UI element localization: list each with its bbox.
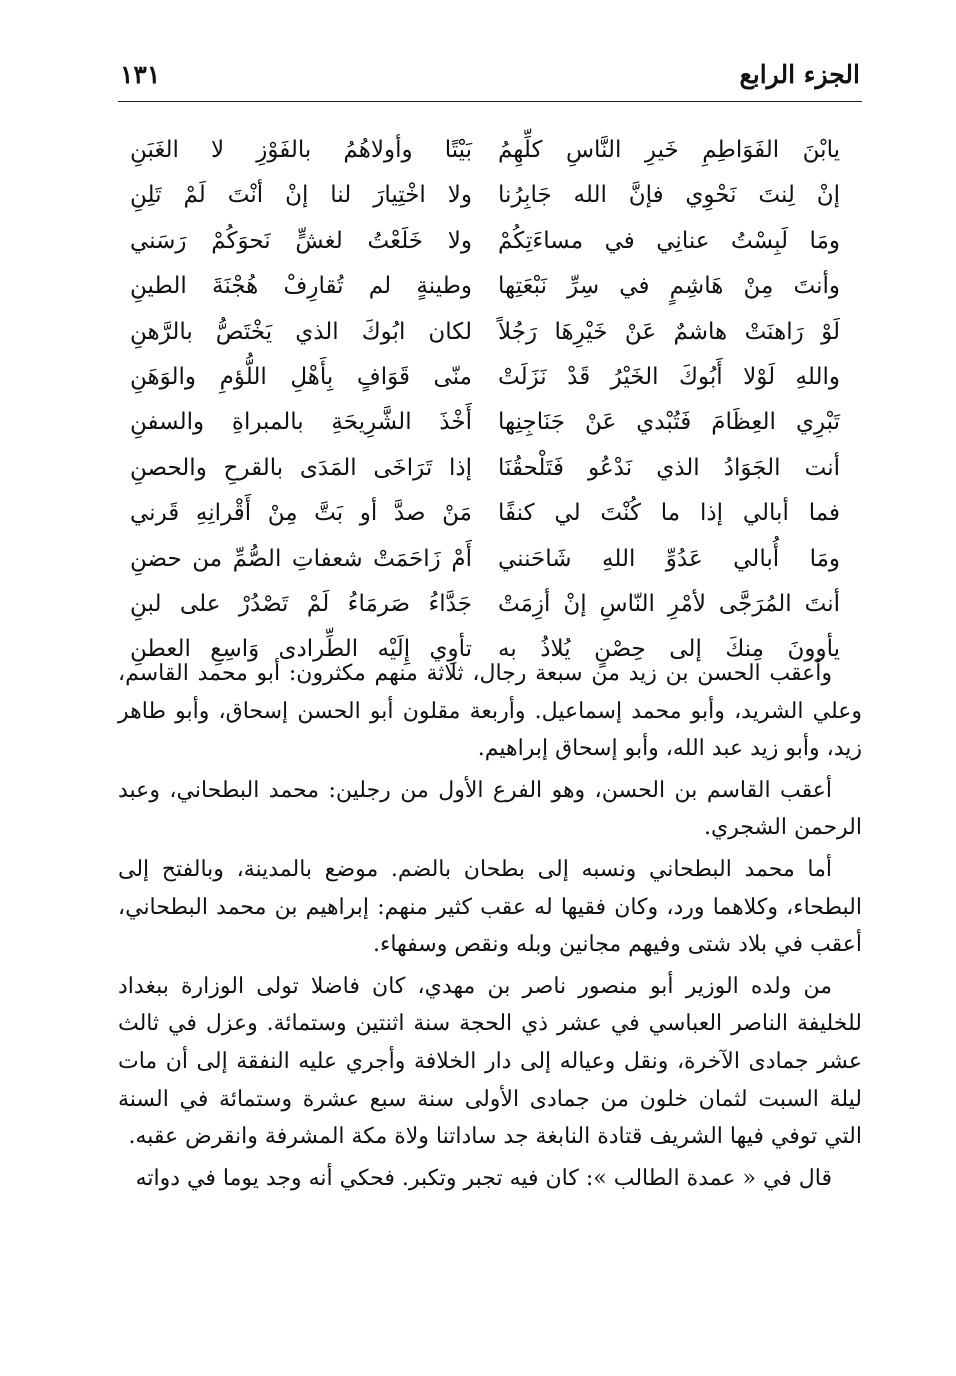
verse-first-hemistich: ومَا أُبالي عَدُوِّ اللهِ شَاحَنني — [498, 545, 840, 572]
verse-second-hemistich: وطينةٍ لم تُقارِفْ هُجْنَةَ الطينِ — [130, 273, 472, 300]
verse — [130, 446, 840, 491]
poem — [130, 128, 840, 673]
verse-second-hemistich: جَدَّاءُ صَرمَاءُ لَمْ تَصْدُرْ على لبنِ — [130, 590, 472, 617]
page-header — [120, 58, 860, 102]
verse — [130, 400, 840, 445]
paragraph: أما محمد البطحاني ونسبه إلى بطحان بالضم. موضع بالمدينة، وبالفتح إلى البطحاء، وكلاهما ورد، وكان فقيها له عقب كثير منهم: إبراهيم بن محمد البطحاني، أعقب في بلاد شتى وفيهم مجانين وبله ونقص وسفهاء. — [118, 856, 862, 958]
verse-second-hemistich: منّى قَوَافٍ بِأَهْلِ اللُّؤمِ والوَهَنِ — [130, 363, 472, 390]
verse-first-hemistich: واللهِ لَوْلا أَبُوكَ الخَيْرُ قَدْ نَزَلَتْ — [498, 363, 840, 390]
running-title: الجزء الرابع — [739, 60, 860, 89]
verse — [130, 582, 840, 627]
header-divider — [118, 101, 862, 102]
verse-first-hemistich: وأنتَ مِنْ هَاشِمٍ في سِرِّ نَبْعَتِها — [498, 273, 840, 300]
verse — [130, 491, 840, 536]
verse-first-hemistich: لَوْ رَاهنَتْ هاشمٌ عَنْ خَيْرِهَا رَجُلاً — [498, 318, 840, 345]
verse — [130, 128, 840, 173]
verse — [130, 173, 840, 218]
body-text — [118, 655, 862, 1201]
paragraph: من ولده الوزير أبو منصور ناصر بن مهدي، كان فاضلا تولى الوزارة ببغداد للخليفة الناصر العباسي في عشر ذي الحجة سنة اثنتين وستمائة. وعزل في ثالث عشر جمادى الآخرة، ونقل وعياله إلى دار الخلافة وأجري عليه النفقة إلى أن مات ليلة السبت لثمان خلون من جمادى الأولى سنة سبع عشرة وستمائة في السنة التي توفي فيها الشريف قتادة النابغة جد ساداتنا ولاة مكة المشرفة وانقرض عقبه. — [118, 973, 862, 1150]
verse-first-hemistich: إنْ لِنتَ نَحْوِي فإنَّ الله جَابِرُنا — [498, 182, 840, 209]
verse-first-hemistich: فما أبالي إذا ما كُنْتَ لي كنفًا — [498, 500, 840, 527]
verse-second-hemistich: مَنْ صدَّ أو بَتَّ مِنْ أَقْرانِهِ قَرني — [130, 500, 472, 527]
verse-second-hemistich: ولا اخْتِيارَ لنا إنْ أنْتَ لَمْ تَلِنِ — [130, 182, 472, 209]
verse-first-hemistich: يأوونَ مِنكَ إلى حِصْنٍ يُلاذُ به — [498, 636, 840, 663]
verse — [130, 355, 840, 400]
verse-first-hemistich: يابْنَ الفَوَاطِمِ خَيرِ النَّاسِ كلِّهِمُ — [498, 137, 840, 163]
verse — [130, 537, 840, 582]
verse-first-hemistich: أنت الجَوَادُ الذي نَدْعُو فَتَلْحقُنَا — [498, 454, 840, 481]
verse-second-hemistich: إذا تَرَاخَى المَدَى بالقرحِ والحصنِ — [130, 454, 472, 481]
verse-second-hemistich: أَمْ زَاحَمَتْ شعفاتِ الصُّمِّ من حضنِ — [130, 545, 472, 572]
verse — [130, 264, 840, 309]
verse-second-hemistich: تأوِي إِلَيْه الطِّرادى وَاسِعِ العطنِ — [130, 636, 472, 663]
paragraph: أعقب القاسم بن الحسن، وهو الفرع الأول من رجلين: محمد البطحاني، وعبد الرحمن الشجري. — [118, 777, 862, 841]
page-number: ١٣١ — [120, 60, 161, 89]
verse-first-hemistich: ومَا لَبِسْتُ عنانِي في مساءَتِكُمْ — [498, 227, 840, 254]
verse — [130, 219, 840, 264]
verse-first-hemistich: أنتَ المُرَجَّى لأمْرِ النّاسِ إنْ أزِمَتْ — [498, 590, 840, 617]
paragraph: وأعقب الحسن بن زيد من سبعة رجال، ثلاثة منهم مكثرون: أبو محمد القاسم، وعلي الشريد، وأبو محمد إسماعيل. وأربعة مقلون أبو الحسن إسحاق، وأبو طاهر زيد، وأبو زيد عبد الله، وأبو إسحاق إبراهيم. — [118, 661, 862, 762]
verse-second-hemistich: ولا خَلَعْتُ لغشٍّ نَحوَكُمْ رَسَني — [130, 227, 472, 254]
verse-second-hemistich: لكان ابُوكَ الذي يَخْتَصُّ بالرَّهنِ — [130, 318, 472, 345]
verse-second-hemistich: أَخْذَ الشَّرِيحَةِ بالمبراةِ والسفنِ — [130, 409, 472, 436]
verse — [130, 310, 840, 355]
paragraph: قال في « عمدة الطالب »: كان فيه تجبر وتكبر. فحكي أنه وجد يوما في دواته — [135, 1165, 832, 1191]
verse-second-hemistich: بَيْتًا وأولاهُمُ بالفَوْزِ لا الغَبَنِ — [130, 137, 472, 163]
verse-first-hemistich: تَبْرِي العِظَامَ فَتُبْدي عَنْ جَنَاجِنِها — [498, 409, 840, 436]
